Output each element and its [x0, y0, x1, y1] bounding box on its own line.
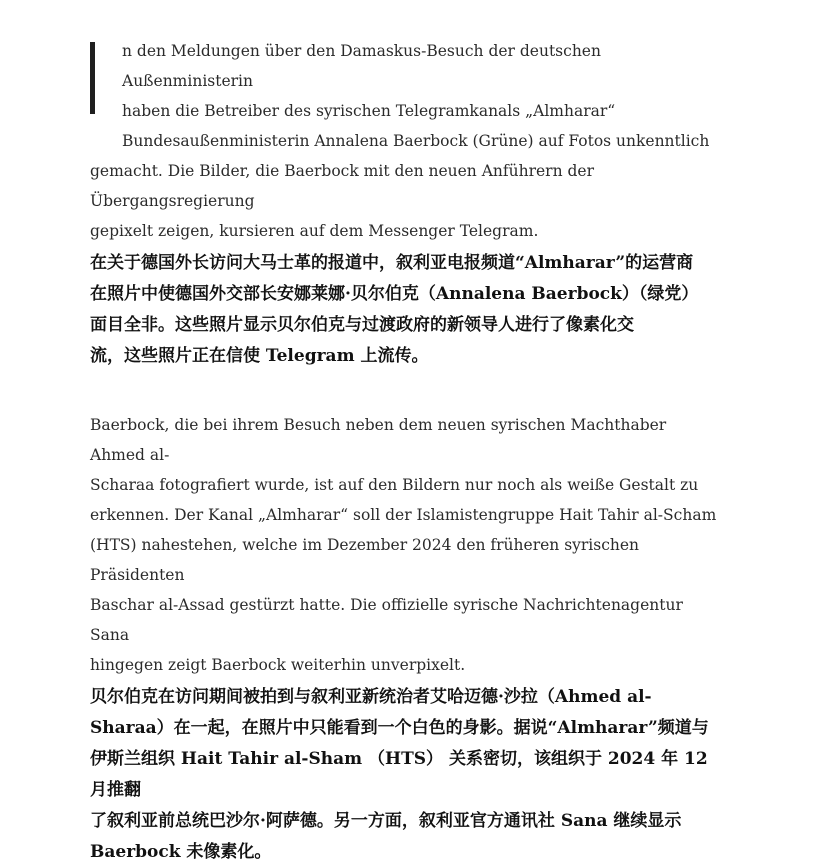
drop-cap-bar	[90, 42, 95, 114]
text-line: Baerbock 未像素化。	[90, 842, 272, 862]
text-line: Baschar al-Assad gestürzt hatte. Die offizielle syrische Nachrichtenagentur Sana	[90, 596, 683, 644]
paragraph-1-chinese	[90, 248, 720, 372]
text-line: Sharaa）在一起，在照片中只能看到一个白色的身影。据说“Almharar”频道与	[90, 718, 709, 738]
text-line: Bundesaußenministerin Annalena Baerbock (Grüne) auf Fotos unkenntlich	[122, 132, 710, 150]
text-line: 贝尔伯克在访问期间被拍到与叙利亚新统治者艾哈迈德·沙拉（Ahmed al-	[90, 687, 652, 707]
text-line: 面目全非。这些照片显示贝尔伯克与过渡政府的新领导人进行了像素化交	[90, 315, 634, 335]
paragraph-2-chinese	[90, 682, 720, 868]
text-line: 在照片中使德国外交部长安娜莱娜·贝尔伯克（Annalena Baerbock）（绿党）	[90, 284, 699, 304]
text-line: hingegen zeigt Baerbock weiterhin unverpixelt.	[90, 656, 466, 674]
text-line: haben die Betreiber des syrischen Telegramkanals „Almharar“	[122, 102, 616, 120]
text-line: Scharaa fotografiert wurde, ist auf den Bildern nur noch als weiße Gestalt zu	[90, 476, 699, 494]
paragraph-1-german	[90, 36, 720, 246]
text-line: (HTS) nahestehen, welche im Dezember 2024 den früheren syrischen Präsidenten	[90, 536, 640, 584]
text-line: 伊斯兰组织 Hait Tahir al-Sham （HTS） 关系密切，该组织于 2024 年 12 月推翻	[90, 749, 708, 800]
text-line: 在关于德国外长访问大马士革的报道中，叙利亚电报频道“Almharar”的运营商	[90, 253, 694, 273]
article-body	[90, 36, 720, 868]
text-line: Baerbock, die bei ihrem Besuch neben dem neuen syrischen Machthaber Ahmed al-	[90, 416, 667, 464]
text-line: erkennen. Der Kanal „Almharar“ soll der Islamistengruppe Hait Tahir al-Scham	[90, 506, 717, 524]
text-line: gemacht. Die Bilder, die Baerbock mit den neuen Anführern der Übergangsregierung	[90, 162, 594, 210]
paragraph-2-german	[90, 410, 720, 680]
text-line: n den Meldungen über den Damaskus-Besuch der deutschen Außenministerin	[122, 42, 601, 90]
text-line: gepixelt zeigen, kursieren auf dem Messenger Telegram.	[90, 222, 539, 240]
text-line: 了叙利亚前总统巴沙尔·阿萨德。另一方面，叙利亚官方通讯社 Sana 继续显示	[90, 811, 682, 831]
text-line: 流，这些照片正在信使 Telegram 上流传。	[90, 346, 429, 366]
